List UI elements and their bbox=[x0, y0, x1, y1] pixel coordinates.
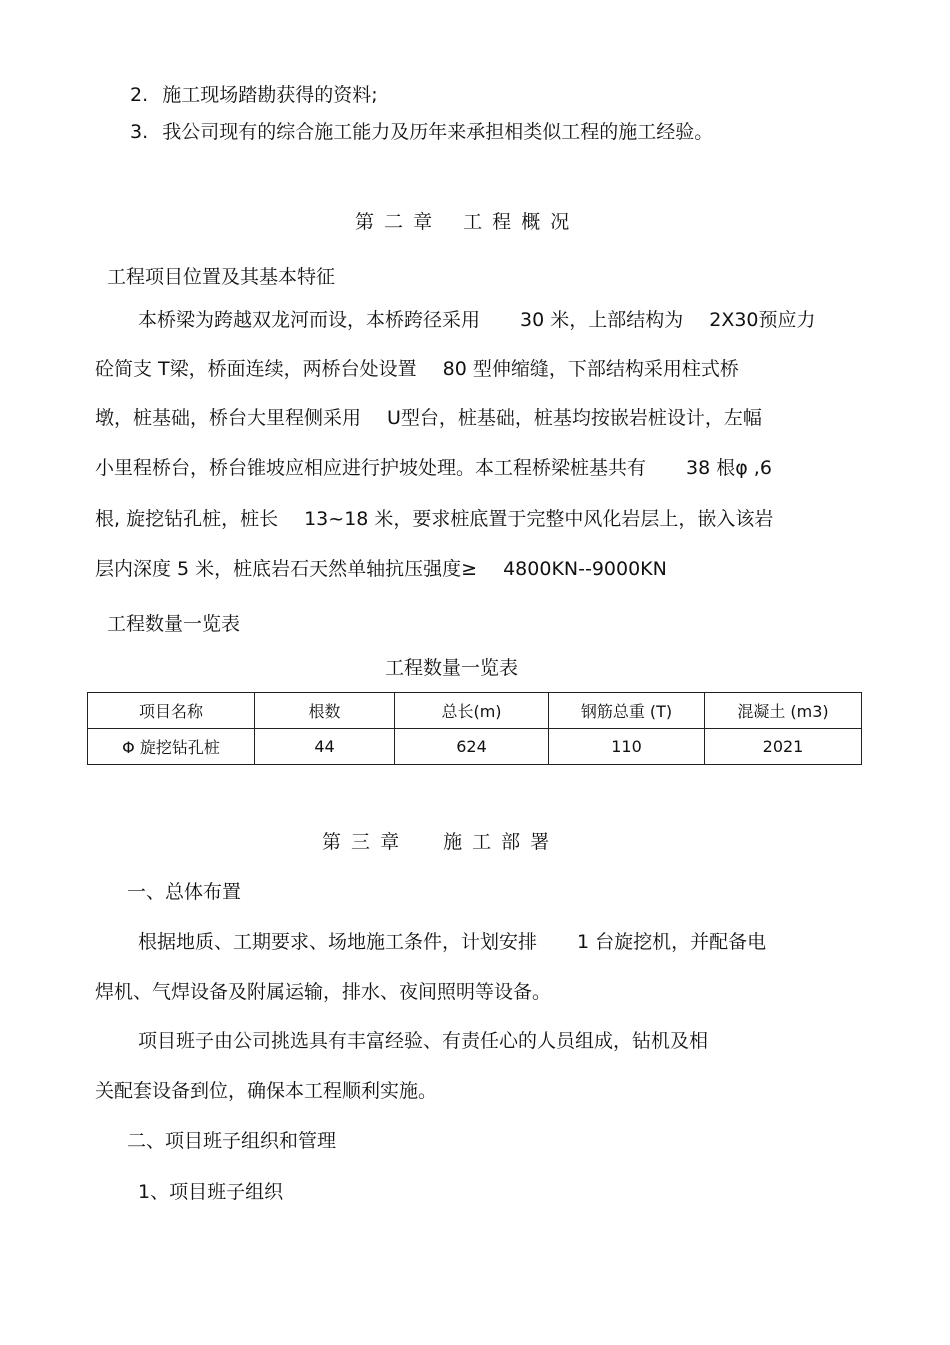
text-segment: 2X30预应力 bbox=[709, 309, 816, 331]
text-segment: 墩，桩基础，桥台大里程侧采用 bbox=[95, 407, 362, 429]
list-number: 2. bbox=[130, 84, 149, 106]
list-item-2 bbox=[130, 83, 378, 107]
text-segment: U型台，桩基础，桩基均按嵌岩桩设计，左幅 bbox=[387, 407, 762, 429]
quantity-heading: 工程数量一览表 bbox=[107, 613, 241, 635]
table-cell: Φ 旋挖钻孔桩 bbox=[88, 729, 255, 765]
body-line-6 bbox=[95, 557, 667, 581]
body-line-5 bbox=[95, 507, 773, 531]
text-segment: 砼简支 T梁，桥面连续，两桥台处设置 bbox=[95, 358, 417, 380]
text-segment: 根据地质、工期要求、场地施工条件，计划安排 bbox=[138, 931, 538, 953]
body-line-4 bbox=[95, 456, 772, 480]
text-segment: 本桥梁为跨越双龙河而设，本桥跨径采用 bbox=[138, 309, 481, 331]
table-header-cell: 根数 bbox=[255, 693, 395, 729]
body-line-2 bbox=[95, 357, 739, 381]
table-cell: 624 bbox=[395, 729, 549, 765]
text-segment: 13~18 米，要求桩底置于完整中风化岩层上，嵌入该岩 bbox=[304, 508, 774, 530]
para1-line-2: 焊机、气焊设备及附属运输，排水、夜间照明等设备。 bbox=[95, 981, 552, 1003]
table-header-row bbox=[88, 693, 862, 729]
text-segment: 根, 旋挖钻孔桩，桩长 bbox=[95, 508, 279, 530]
subsection-1-title: 1、项目班子组织 bbox=[138, 1181, 284, 1203]
body-line-3 bbox=[95, 406, 762, 430]
chapter2-section-title: 工程项目位置及其基本特征 bbox=[107, 266, 336, 288]
section-2-title: 二、项目班子组织和管理 bbox=[127, 1130, 337, 1152]
table-cell: 2021 bbox=[705, 729, 862, 765]
list-text: 我公司现有的综合施工能力及历年来承担相类似工程的施工经验。 bbox=[162, 121, 714, 143]
para1-line-1 bbox=[138, 930, 766, 954]
table-caption: 工程数量一览表 bbox=[385, 657, 519, 679]
table-header-cell: 混凝土 (m3) bbox=[705, 693, 862, 729]
table-row bbox=[88, 729, 862, 765]
list-number: 3. bbox=[130, 121, 149, 143]
table-header-cell: 项目名称 bbox=[88, 693, 255, 729]
text-segment: 38 根φ ,6 bbox=[686, 457, 772, 479]
para2-line-2: 关配套设备到位，确保本工程顺利实施。 bbox=[95, 1080, 438, 1102]
chapter3-title: 第 三 章 施 工 部 署 bbox=[322, 831, 552, 853]
list-text: 施工现场踏勘获得的资料; bbox=[162, 84, 378, 106]
text-segment: 1 台旋挖机，并配备电 bbox=[577, 931, 767, 953]
section-1-title: 一、总体布置 bbox=[127, 881, 242, 903]
text-segment: 30 米，上部结构为 bbox=[520, 309, 684, 331]
table-header-cell: 总长(m) bbox=[395, 693, 549, 729]
text-segment: 80 型伸缩缝，下部结构采用柱式桥 bbox=[442, 358, 739, 380]
list-item-3 bbox=[130, 120, 713, 144]
table-header-cell: 钢筋总重 (T) bbox=[549, 693, 705, 729]
para2-line-1: 项目班子由公司挑选具有丰富经验、有责任心的人员组成，钻机及相 bbox=[138, 1030, 709, 1052]
body-line-1 bbox=[138, 308, 816, 332]
quantity-table bbox=[87, 692, 862, 765]
table-cell: 110 bbox=[549, 729, 705, 765]
chapter2-title: 第 二 章 工 程 概 况 bbox=[355, 211, 572, 233]
table-cell: 44 bbox=[255, 729, 395, 765]
text-segment: 4800KN--9000KN bbox=[503, 558, 667, 580]
text-segment: 层内深度 5 米，桩底岩石天然单轴抗压强度≥ bbox=[95, 558, 478, 580]
text-segment: 小里程桥台，桥台锥坡应相应进行护坡处理。本工程桥梁桩基共有 bbox=[95, 457, 647, 479]
